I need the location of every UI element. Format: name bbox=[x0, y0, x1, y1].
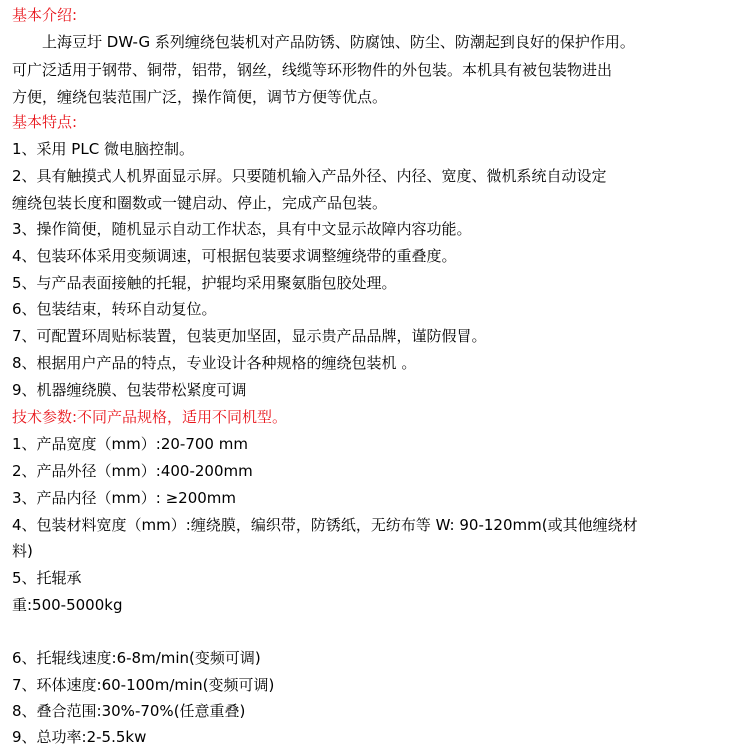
intro-line: 方便，缠绕包装范围广泛，操作简便，调节方便等优点。 bbox=[12, 88, 388, 106]
intro-heading: 基本介绍: bbox=[12, 6, 78, 24]
spec-item: 1、产品宽度（mm）:20-700 mm bbox=[12, 435, 248, 453]
spec-item: 重:500-5000kg bbox=[12, 596, 123, 614]
spec-item: 4、包装材料宽度（mm）:缠绕膜，编织带，防锈纸，无纺布等 W: 90-120mm(或其他缠绕材 bbox=[12, 516, 638, 534]
feature-item: 6、包装结束，转环自动复位。 bbox=[12, 300, 217, 318]
spec-blank-line bbox=[12, 622, 740, 642]
spec-item: 9、总功率:2-5.5kw bbox=[12, 728, 147, 746]
feature-item: 缠绕包装长度和圈数或一键启动、停止，完成产品包装。 bbox=[12, 194, 388, 212]
spec-item: 7、环体速度:60-100m/min(变频可调) bbox=[12, 676, 275, 694]
feature-item: 7、可配置环周贴标装置，包装更加坚固，显示贵产品品牌，谨防假冒。 bbox=[12, 327, 487, 345]
intro-line: 可广泛适用于钢带、铜带，铝带，钢丝，线缆等环形物件的外包装。本机具有被包装物进出 bbox=[12, 61, 613, 79]
features-heading: 基本特点: bbox=[12, 113, 78, 131]
feature-item: 5、与产品表面接触的托辊，护辊均采用聚氨脂包胶处理。 bbox=[12, 274, 397, 292]
feature-item: 8、根据用户产品的特点，专业设计各种规格的缠绕包装机 。 bbox=[12, 354, 417, 372]
specs-heading: 技术参数:不同产品规格，适用不同机型。 bbox=[12, 408, 288, 426]
feature-item: 9、机器缠绕膜、包装带松紧度可调 bbox=[12, 381, 247, 399]
spec-item: 8、叠合范围:30%-70%(任意重叠) bbox=[12, 702, 246, 720]
feature-item: 2、具有触摸式人机界面显示屏。只要随机输入产品外径、内径、宽度、微机系统自动设定 bbox=[12, 167, 607, 185]
feature-item: 3、操作简便，随机显示自动工作状态，具有中文显示故障内容功能。 bbox=[12, 220, 472, 238]
intro-line: 上海豆圩 DW-G 系列缠绕包装机对产品防锈、防腐蚀、防尘、防潮起到良好的保护作用。 bbox=[42, 33, 635, 51]
spec-item: 料) bbox=[12, 542, 33, 560]
spec-item: 3、产品内径（mm）: ≥200mm bbox=[12, 489, 237, 507]
spec-item: 5、托辊承 bbox=[12, 569, 82, 587]
spec-item: 6、托辊线速度:6-8m/min(变频可调) bbox=[12, 649, 261, 667]
feature-item: 4、包装环体采用变频调速，可根据包装要求调整缠绕带的重叠度。 bbox=[12, 247, 457, 265]
spec-item: 2、产品外径（mm）:400-200mm bbox=[12, 462, 253, 480]
feature-item: 1、采用 PLC 微电脑控制。 bbox=[12, 140, 194, 158]
